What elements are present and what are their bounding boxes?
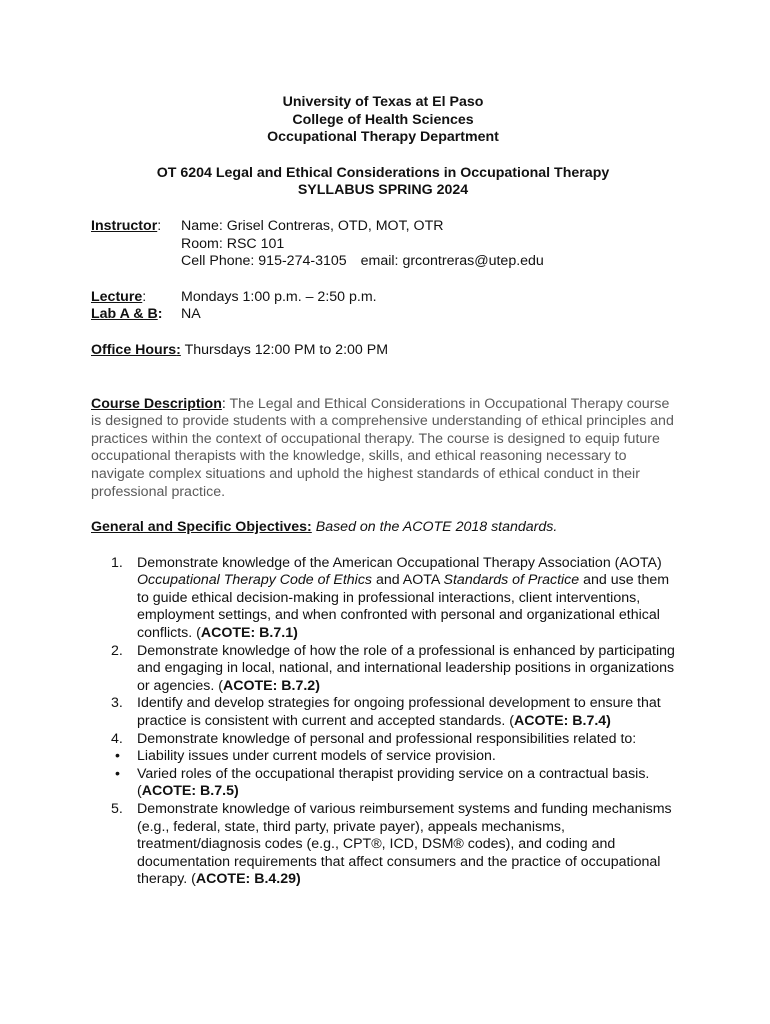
acote-code: ACOTE: B.7.5) [141,783,239,800]
lecture-row: Lecture: Mondays 1:00 p.m. – 2:50 p.m. [91,288,377,305]
lecture-label: Lecture [91,288,143,305]
university-name: University of Texas at El Paso [282,94,484,110]
objectives-label: General and Specific Objectives: [91,519,312,536]
college-name: College of Health Sciences [292,111,474,128]
office-hours-value: Thursdays 12:00 PM to 2:00 PM [184,341,389,358]
lab-value: NA [181,306,201,323]
acote-code: ACOTE: B.7.1) [200,625,298,642]
office-hours: Office Hours: Thursdays 12:00 PM to 2:00 PM [91,341,389,358]
list-item: 4. Demonstrate knowledge of personal and professional responsibilities related to: [111,730,637,747]
course-description: Course Description: The Legal and Ethical Considerations in Occupational Therapy course is designed to provide students with a comprehensive understanding of ethical principles and practices within the context of occupational therapy. The course is designed to equip future occupational therapists with the knowledge, skills, and ethical reasoning necessary to navigate complex situations and uphold the highest standards of ethical conduct in their professional practice. [91,395,674,500]
list-item: 3. Identify and develop strategies for ongoing professional development to ensure that practice is consistent with current and accepted standards. (ACOTE: B.7.4) [111,695,661,730]
acote-code: ACOTE: B.7.4) [513,713,611,730]
list-item: 5. Demonstrate knowledge of various reimbursement systems and funding mechanisms (e.g., federal, state, third party, private payer), appeals mechanisms, treatment/diagnosis codes (e.g., CPT®, ICD, DSM® codes), and coding and documentation requirements that affect consumers and the practice of occupational therapy. (ACOTE: B.4.29) [111,801,672,888]
instructor-label: Instructor [91,217,158,234]
document-header [91,94,675,200]
bullet-icon: • [115,748,120,765]
lecture-time: Mondays 1:00 p.m. – 2:50 p.m. [181,288,377,305]
department-name: Occupational Therapy Department [267,129,499,146]
objectives-list [91,555,675,889]
syllabus-term: SYLLABUS SPRING 2024 [297,182,469,199]
objectives-note: Based on the ACOTE 2018 standards. [315,519,558,536]
course-title: OT 6204 Legal and Ethical Considerations in Occupational Therapy [156,164,610,181]
list-item: 1. Demonstrate knowledge of the American Occupational Therapy Association (AOTA) Occupational Therapy Code of Ethics and AOTA Standards of Practice and use them to guide ethical decision-making in professional interactions, client interventions, employment settings, and when confronted with personal and organizational ethical conflicts. (ACOTE: B.7.1) [111,554,670,642]
instructor-room: Room: RSC 101 [181,235,285,252]
lab-row: Lab A & B: NA [91,306,201,323]
office-hours-label: Office Hours [91,341,177,358]
objectives-heading [91,519,675,537]
list-item: 2. Demonstrate knowledge of how the role of a professional is enhanced by participating and engaging in local, national, and international leadership positions in organizations or agencies. (ACOTE: B.7.2) [111,642,675,694]
instructor-name: Name: Grisel Contreras, OTD, MOT, OTR [181,217,444,234]
acote-code: ACOTE: B.4.29) [195,871,301,888]
instructor-phone: Cell Phone: 915-274-3105 [181,253,347,270]
course-description-text: The Legal and Ethical Considerations in Occupational Therapy course is designed to provide students with a comprehensive understanding of ethical principles and practices within the context of occupational therapy. The course is designed to equip future occupational therapists with the knowledge, skills, and ethical reasoning necessary to navigate complex situations and uphold the highest standards of ethical conduct in their professional practice. [91,395,674,500]
lab-label: Lab A & B [91,306,158,323]
list-item: • Liability issues under current models of service provision. [115,748,496,765]
instructor-block: Instructor: Name: Grisel Contreras, OTD, MOT, OTR Room: RSC 101 Cell Phone: 915-274-3105 email: grcontreras@utep.edu [91,217,544,270]
list-item: • Varied roles of the occupational therapist providing service on a contractual basis. (ACOTE: B.7.5) [115,765,650,800]
course-description-label: Course Description [91,395,222,412]
instructor-email: email: grcontreras@utep.edu [360,253,544,270]
acote-code: ACOTE: B.7.2) [222,677,320,694]
bullet-icon: • [115,765,120,782]
